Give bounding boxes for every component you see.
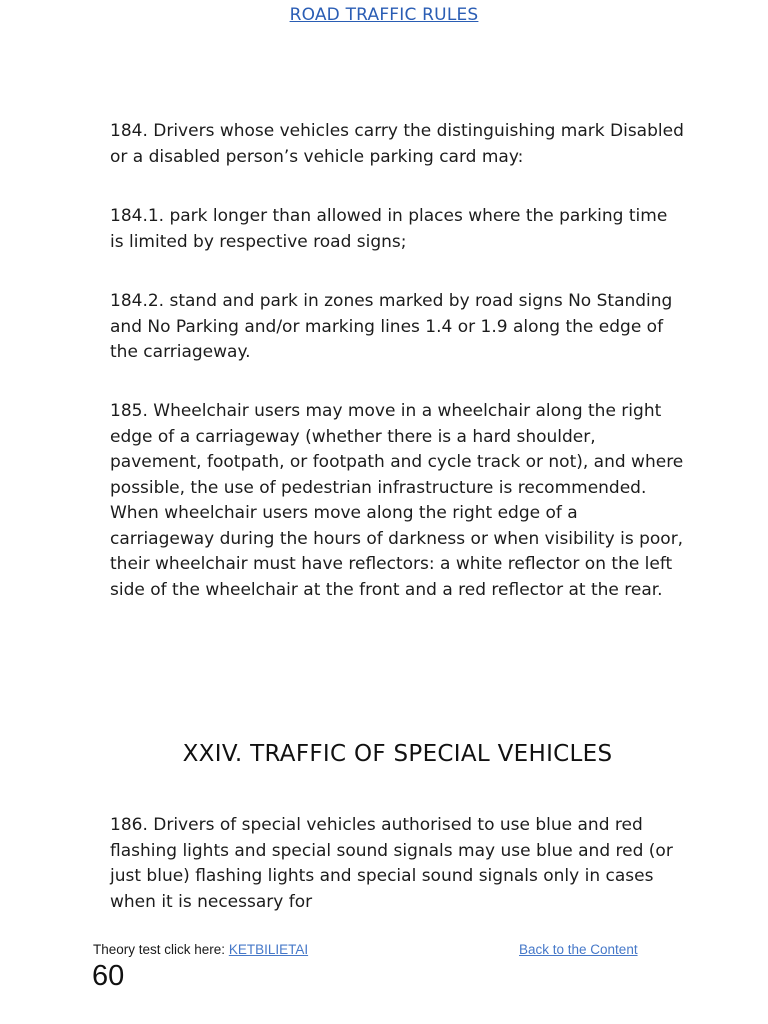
page-number: 60: [92, 960, 125, 992]
footer-theory-test: [93, 942, 308, 957]
document-title-link[interactable]: ROAD TRAFFIC RULES: [289, 5, 479, 25]
paragraph-184-1: 184.1. park longer than allowed in places where the parking time is limited by respective road signs;: [110, 206, 668, 252]
paragraph-185: 185. Wheelchair users may move in a wheelchair along the right edge of a carriageway (whether there is a hard shoulder, pavement, footpath, or footpath and cycle track or not), and where possible, the use of pedestrian infrastructure is recommended. When wheelchair users move along the right edge of a carriageway during the hours of darkness or when visibility is poor, their wheelchair must have reflectors: a white reflector on the left side of the wheelchair at the front and a red reflector at the rear.: [110, 401, 684, 600]
paragraph-184: 184. Drivers whose vehicles carry the distinguishing mark Disabled or a disabled person’s vehicle parking card may:: [110, 121, 684, 167]
section-heading-xxiv: XXIV. TRAFFIC OF SPECIAL VEHICLES: [182, 741, 613, 767]
page-footer: [0, 942, 768, 962]
footer-theory-label: Theory test click here:: [93, 942, 229, 957]
page-header: [0, 5, 768, 25]
back-to-content-link[interactable]: Back to the Content: [519, 942, 638, 957]
footer-theory-link[interactable]: KETBILIETAI: [228, 942, 309, 957]
paragraph-186: 186. Drivers of special vehicles authorised to use blue and red flashing lights and special sound signals may use blue and red (or just blue) flashing lights and special sound signals only in cases when it is necessary for: [110, 815, 673, 912]
footer-back-wrap: [519, 942, 638, 957]
paragraph-184-2: 184.2. stand and park in zones marked by road signs No Standing and No Parking and/or marking lines 1.4 or 1.9 along the edge of the carriageway.: [110, 291, 673, 362]
